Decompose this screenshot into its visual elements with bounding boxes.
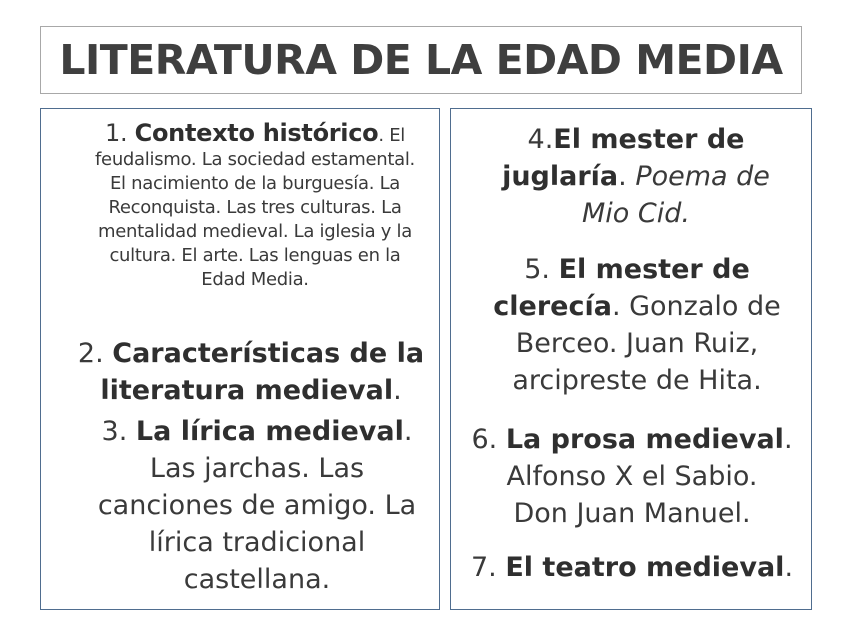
topic-6-heading: La prosa medieval	[505, 424, 784, 455]
topic-2-separator: .	[393, 375, 402, 406]
topic-3-separator: .	[403, 416, 413, 447]
topic-2-heading: Características de la literatura medieval	[100, 338, 425, 406]
topic-5	[467, 251, 807, 399]
topic-4-separator: .	[618, 161, 636, 192]
topic-3-heading: La lírica medieval	[135, 416, 404, 447]
topic-4-text: Poema de Mio Cid.	[582, 161, 770, 229]
topic-1-number: 1.	[105, 119, 135, 147]
topic-6-separator: .	[783, 424, 793, 455]
topic-1-heading: Contexto histórico	[134, 119, 379, 147]
right-column	[450, 108, 812, 610]
topic-1	[85, 121, 425, 292]
topic-5-separator: .	[611, 291, 630, 322]
topic-4-heading: El mester de juglaría	[502, 124, 745, 192]
topic-1-text: El feudalismo. La sociedad estamental. El nacimiento de la burguesía. La Reconquista. Las tres culturas. La mentalidad medieval. La iglesia y la cultura. El arte. Las lenguas en la Edad Media.	[95, 125, 415, 290]
topic-4	[481, 121, 791, 232]
topic-2-number: 2.	[77, 338, 113, 369]
topic-1-separator: .	[378, 125, 390, 146]
page-title: LITERATURA DE LA EDAD MEDIA	[59, 36, 783, 84]
topic-5-heading: El mester de clerecía	[493, 254, 750, 322]
topic-3	[87, 413, 427, 598]
topic-2	[71, 335, 431, 409]
topic-6-number: 6.	[471, 424, 506, 455]
topic-6	[459, 421, 805, 532]
title-box	[40, 26, 802, 94]
topic-7	[459, 549, 805, 586]
topic-5-text: Gonzalo de Berceo. Juan Ruiz, arcipreste de Hita.	[512, 291, 781, 396]
topic-3-number: 3.	[101, 416, 136, 447]
topic-4-number: 4.	[527, 124, 554, 155]
topic-7-number: 7.	[470, 552, 506, 583]
topic-5-number: 5.	[524, 254, 559, 285]
topic-7-separator: .	[784, 552, 794, 583]
left-column	[40, 108, 440, 610]
topic-7-heading: El teatro medieval	[505, 552, 785, 583]
topic-3-text: Las jarchas. Las canciones de amigo. La lírica tradicional castellana.	[97, 453, 417, 595]
topic-6-text: Alfonso X el Sabio. Don Juan Manuel.	[506, 461, 758, 529]
